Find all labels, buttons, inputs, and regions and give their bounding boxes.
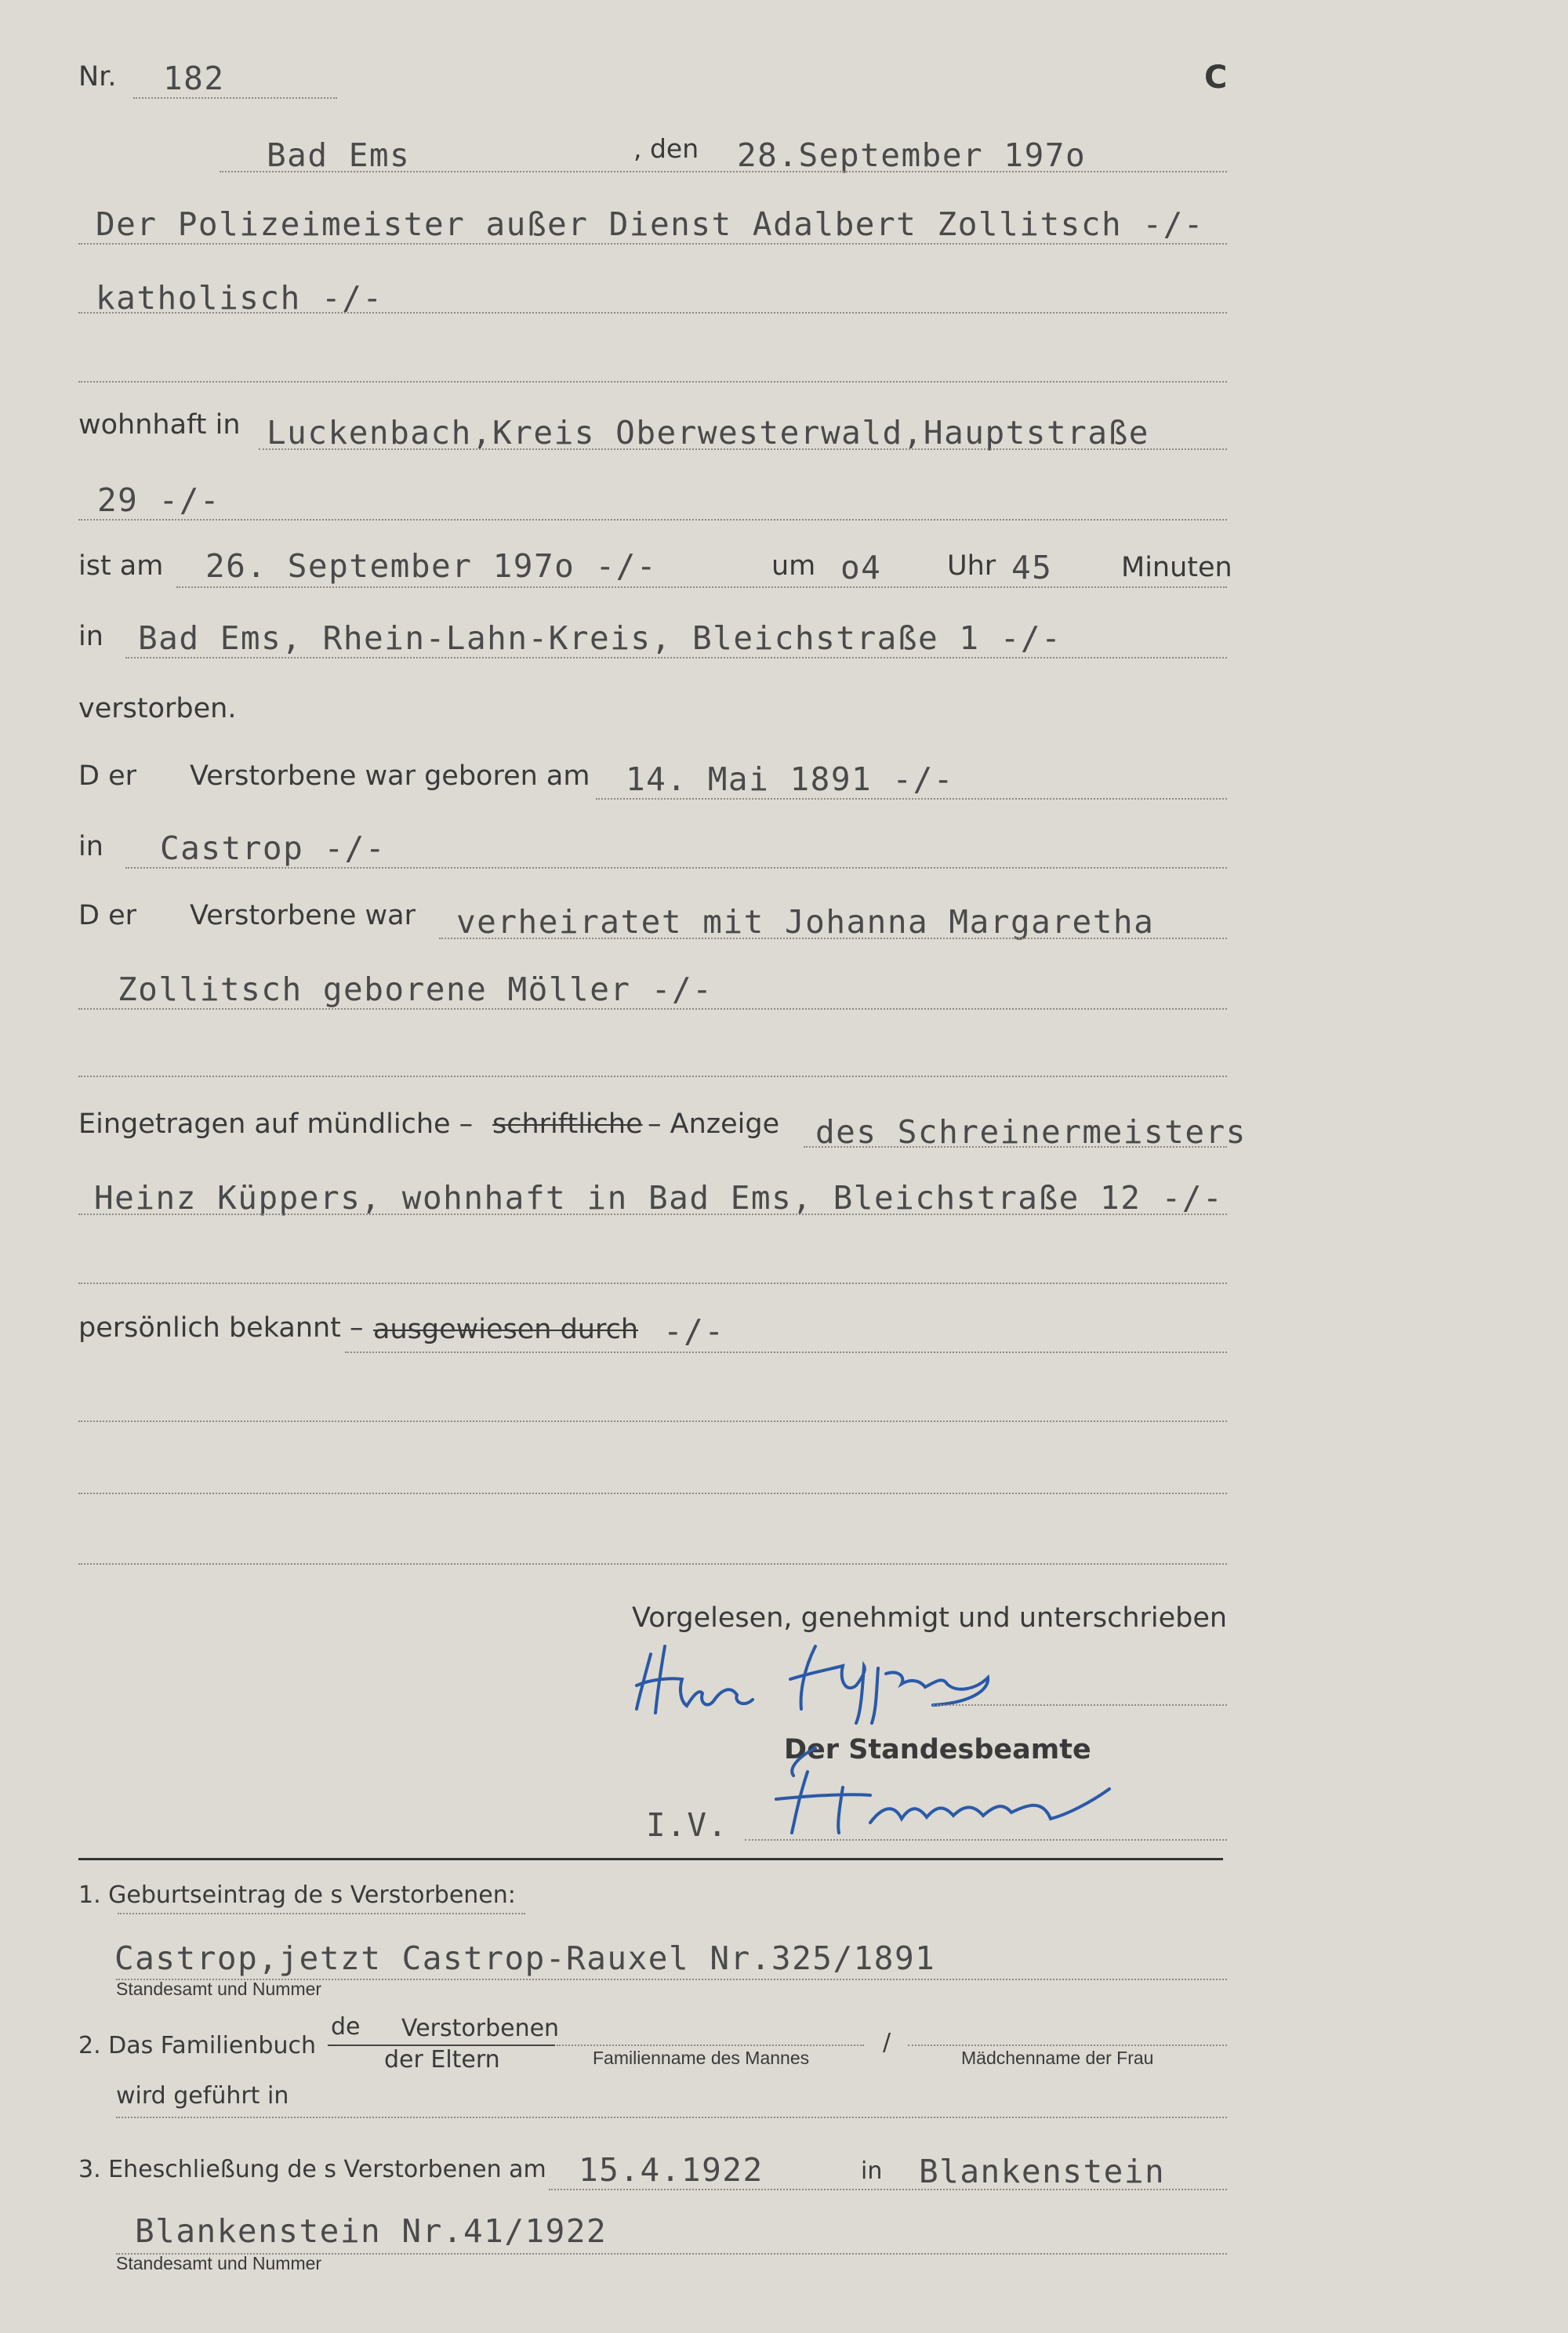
registrar-signature [753,1740,1176,1842]
death-date: 26. September 197o -/- [205,547,658,585]
familienname-caption: Familienname des Mannes [593,2048,810,2068]
marriage-in-label: in [861,2157,883,2185]
form-letter: C [1204,60,1228,96]
religion-line: katholisch -/- [96,279,383,317]
schriftliche-struck: schriftliche [492,1108,643,1140]
maedchenname-caption: Mädchenname der Frau [961,2048,1154,2068]
married-line-1: verheiratet mit Johanna Margaretha [456,903,1155,941]
death-in-label: in [78,621,103,652]
marriage-place: Blankenstein [919,2153,1166,2190]
verstorben-label: verstorben. [78,693,237,724]
familienbuch-de: de [331,2013,361,2041]
bekannt-value: -/- [663,1312,725,1350]
nr-value: 182 [163,60,225,97]
death-place: Bad Ems, Rhein-Lahn-Kreis, Bleichstraße 1 -/- [138,619,1062,657]
birth-in-label: in [78,831,103,862]
informant-line-1: des Schreinermeisters [815,1113,1247,1151]
nr-label: Nr. [78,61,117,93]
familienbuch-slash: / [883,2029,891,2056]
marriage-registry: Blankenstein Nr.41/1922 [135,2212,608,2250]
record-date: 28.September 197o [737,136,1087,174]
registry-caption-1: Standesamt und Nummer [116,1979,322,1999]
deceased-name-line: Der Polizeimeister außer Dienst Adalbert Zollitsch -/- [96,205,1204,243]
den-label: , den [633,133,699,164]
note-3-label: 3. Eheschließung de s Verstorbenen am [78,2156,546,2183]
anzeige-label: – Anzeige [648,1108,780,1140]
um-label: um [771,550,816,582]
der-prefix-2: D er [78,900,136,931]
residence-line-1: Luckenbach,Kreis Oberwesterwald,Hauptstraße [267,414,1149,452]
informant-line-2: Heinz Küppers, wohnhaft in Bad Ems, Bleichstraße 12 -/- [94,1179,1224,1217]
marriage-date: 15.4.1922 [579,2151,764,2189]
gefuehrt-label: wird geführt in [116,2082,289,2110]
registry-caption-3: Standesamt und Nummer [116,2253,322,2273]
eingetragen-label: Eingetragen auf mündliche – [78,1108,474,1140]
death-hour: o4 [840,549,882,586]
der-prefix: D er [78,760,136,792]
minuten-label: Minuten [1121,552,1232,583]
place-of-record: Bad Ems [267,136,411,174]
birth-date: 14. Mai 1891 -/- [626,760,954,798]
standesbeamte-label: Der Standesbeamte [784,1734,1091,1765]
informant-signature [627,1631,1129,1725]
bekannt-label: persönlich bekannt – [78,1312,364,1344]
birth-registry-entry: Castrop,jetzt Castrop-Rauxel Nr.325/1891 [114,1939,936,1977]
married-label: Verstorbene war [190,900,416,931]
familienbuch-eltern: der Eltern [384,2046,500,2074]
residence-line-2: 29 -/- [97,481,221,519]
familienbuch-verstorbenen: Verstorbenen [401,2015,560,2042]
iv-label: I.V. [646,1806,728,1844]
born-label: Verstorbene war geboren am [190,760,590,792]
wohnhaft-label: wohnhaft in [78,409,241,441]
ausgewiesen-struck: ausgewiesen durch [373,1314,639,1345]
note-2-label: 2. Das Familienbuch [78,2032,316,2059]
death-minutes: 45 [1011,549,1053,586]
married-line-2: Zollitsch geborene Möller -/- [118,971,713,1008]
ist-am-label: ist am [78,550,164,582]
birth-place: Castrop -/- [160,829,387,867]
vorgelesen-label: Vorgelesen, genehmigt und unterschrieben [632,1602,1228,1634]
note-1-label: 1. Geburtseintrag de s Verstorbenen: [78,1881,516,1909]
uhr-label: Uhr [947,550,996,582]
